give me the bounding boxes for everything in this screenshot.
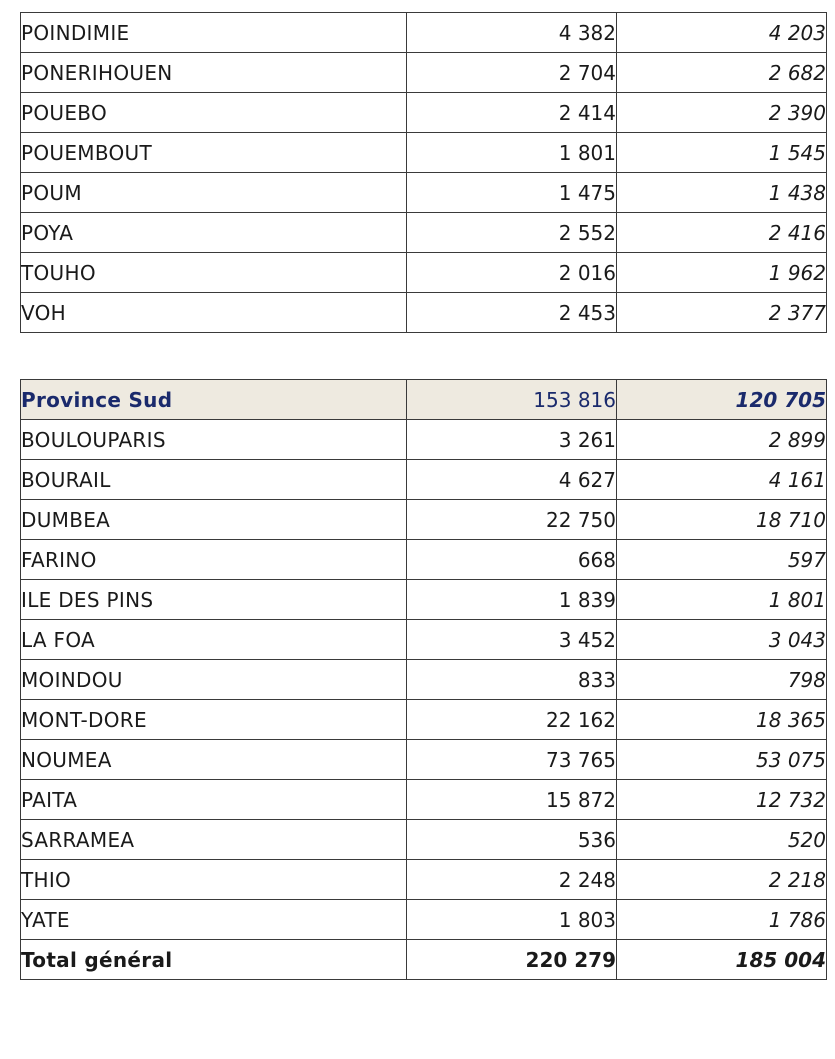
- value-1: 22 162: [407, 700, 617, 740]
- value-2: 2 899: [617, 420, 827, 460]
- value-2: 520: [617, 820, 827, 860]
- table-row: [21, 133, 827, 173]
- value-1: 1 801: [407, 133, 617, 173]
- value-1: 2 552: [407, 213, 617, 253]
- value-2: 1 545: [617, 133, 827, 173]
- commune-name: MONT-DORE: [21, 700, 407, 740]
- commune-name: SARRAMEA: [21, 820, 407, 860]
- value-1: 22 750: [407, 500, 617, 540]
- table-row: [21, 13, 827, 53]
- commune-name: THIO: [21, 860, 407, 900]
- table-row: [21, 900, 827, 940]
- province-value-2: 120 705: [617, 380, 827, 420]
- value-2: 53 075: [617, 740, 827, 780]
- value-2: 4 161: [617, 460, 827, 500]
- table-row: [21, 860, 827, 900]
- total-value-2: 185 004: [617, 940, 827, 980]
- value-1: 3 452: [407, 620, 617, 660]
- province-header-row: [21, 380, 827, 420]
- table-row: [21, 93, 827, 133]
- commune-name: PONERIHOUEN: [21, 53, 407, 93]
- value-1: 2 704: [407, 53, 617, 93]
- table-row: [21, 660, 827, 700]
- value-2: 2 416: [617, 213, 827, 253]
- table-row: [21, 780, 827, 820]
- total-row: [21, 940, 827, 980]
- commune-name: BOURAIL: [21, 460, 407, 500]
- table-row: [21, 420, 827, 460]
- value-1: 4 382: [407, 13, 617, 53]
- value-2: 1 801: [617, 580, 827, 620]
- table-body: [21, 13, 827, 333]
- value-1: 2 453: [407, 293, 617, 333]
- value-2: 1 962: [617, 253, 827, 293]
- table-row: [21, 460, 827, 500]
- table-row: [21, 173, 827, 213]
- communes-table-nord: [20, 12, 827, 333]
- commune-name: DUMBEA: [21, 500, 407, 540]
- value-2: 2 218: [617, 860, 827, 900]
- value-2: 18 710: [617, 500, 827, 540]
- table-row: [21, 540, 827, 580]
- province-name: Province Sud: [21, 380, 407, 420]
- value-2: 4 203: [617, 13, 827, 53]
- commune-name: NOUMEA: [21, 740, 407, 780]
- table-row: [21, 820, 827, 860]
- table-row: [21, 53, 827, 93]
- total-value-1: 220 279: [407, 940, 617, 980]
- value-2: 2 377: [617, 293, 827, 333]
- value-2: 12 732: [617, 780, 827, 820]
- commune-name: FARINO: [21, 540, 407, 580]
- commune-name: POUEBO: [21, 93, 407, 133]
- commune-name: POYA: [21, 213, 407, 253]
- value-2: 1 438: [617, 173, 827, 213]
- table-row: [21, 620, 827, 660]
- commune-name: MOINDOU: [21, 660, 407, 700]
- table-body: [21, 380, 827, 980]
- value-1: 3 261: [407, 420, 617, 460]
- value-1: 1 839: [407, 580, 617, 620]
- total-label: Total général: [21, 940, 407, 980]
- commune-name: LA FOA: [21, 620, 407, 660]
- table-row: [21, 500, 827, 540]
- commune-name: VOH: [21, 293, 407, 333]
- value-1: 73 765: [407, 740, 617, 780]
- value-2: 2 390: [617, 93, 827, 133]
- province-value-1: 153 816: [407, 380, 617, 420]
- value-1: 668: [407, 540, 617, 580]
- value-2: 18 365: [617, 700, 827, 740]
- value-1: 2 414: [407, 93, 617, 133]
- value-2: 1 786: [617, 900, 827, 940]
- value-1: 2 248: [407, 860, 617, 900]
- value-1: 536: [407, 820, 617, 860]
- table-row: [21, 213, 827, 253]
- value-2: 3 043: [617, 620, 827, 660]
- value-1: 833: [407, 660, 617, 700]
- value-1: 1 803: [407, 900, 617, 940]
- value-2: 2 682: [617, 53, 827, 93]
- commune-name: YATE: [21, 900, 407, 940]
- table-row: [21, 740, 827, 780]
- commune-name: ILE DES PINS: [21, 580, 407, 620]
- commune-name: PAITA: [21, 780, 407, 820]
- commune-name: TOUHO: [21, 253, 407, 293]
- commune-name: POUM: [21, 173, 407, 213]
- table-row: [21, 700, 827, 740]
- value-1: 4 627: [407, 460, 617, 500]
- value-1: 2 016: [407, 253, 617, 293]
- communes-table-province-sud: [20, 379, 827, 980]
- table-row: [21, 253, 827, 293]
- value-1: 15 872: [407, 780, 617, 820]
- table-row: [21, 293, 827, 333]
- commune-name: POUEMBOUT: [21, 133, 407, 173]
- table-row: [21, 580, 827, 620]
- commune-name: POINDIMIE: [21, 13, 407, 53]
- value-2: 597: [617, 540, 827, 580]
- value-1: 1 475: [407, 173, 617, 213]
- value-2: 798: [617, 660, 827, 700]
- commune-name: BOULOUPARIS: [21, 420, 407, 460]
